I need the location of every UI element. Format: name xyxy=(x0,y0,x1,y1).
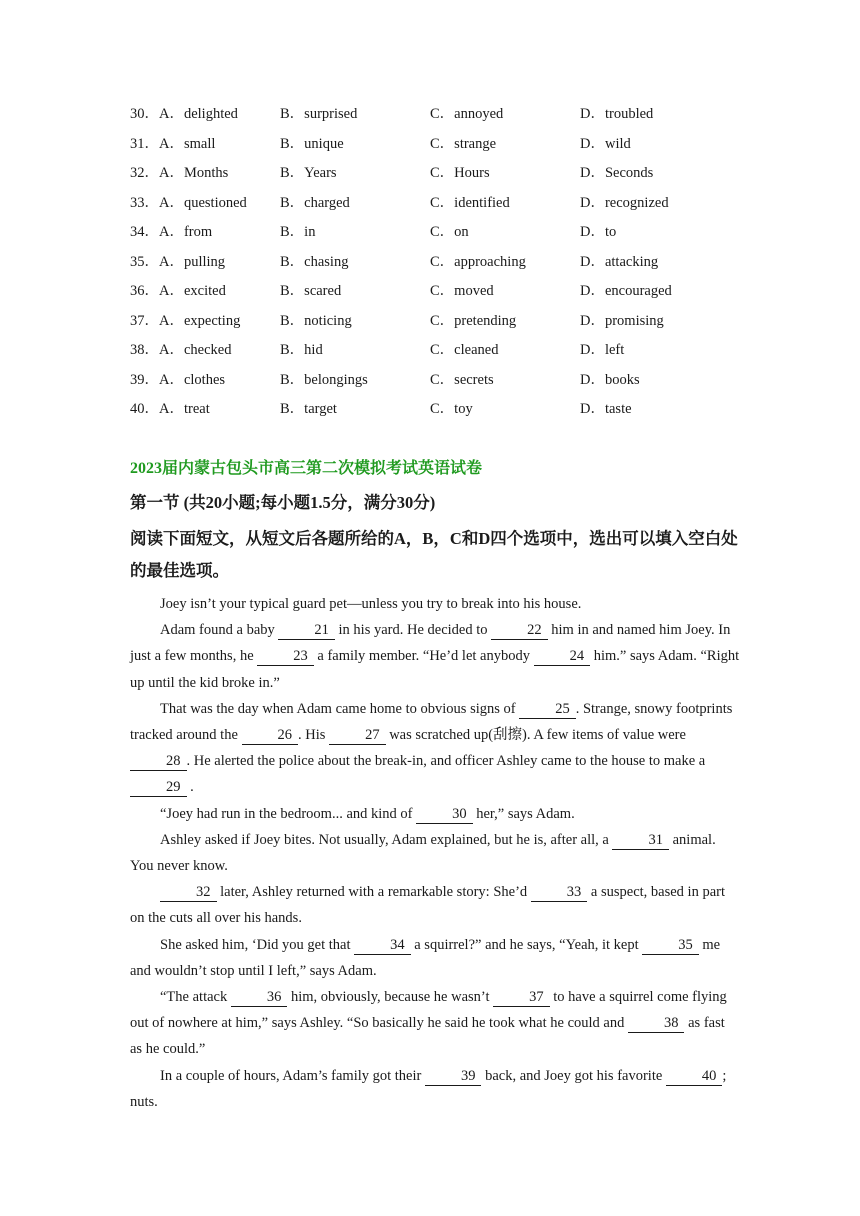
option-a xyxy=(130,370,225,390)
option-a xyxy=(130,163,228,183)
paragraph-6 xyxy=(130,879,740,931)
option-d: D．books xyxy=(580,371,640,388)
text: . xyxy=(186,779,194,796)
text: . His xyxy=(298,727,330,744)
blank-36: 36 xyxy=(231,989,288,1007)
text: him, obviously, because he wasn’t xyxy=(287,989,494,1006)
text: as fast as he could.” xyxy=(130,1015,725,1058)
paragraph-5 xyxy=(130,827,740,879)
blank-26: 26 xyxy=(242,727,299,745)
exam-title: 2023届内蒙古包头市高三第二次模拟考试英语试卷 xyxy=(130,460,483,477)
option-a xyxy=(130,399,210,419)
question-number: 31． xyxy=(130,135,159,152)
option-a-text: A．Months xyxy=(159,165,229,181)
question-number: 30． xyxy=(130,106,159,122)
text: In a couple of hours, Adam’s family got their xyxy=(160,1067,425,1084)
option-a xyxy=(130,193,247,213)
option-b: B．hid xyxy=(280,342,323,358)
option-d: D．encouraged xyxy=(580,283,672,299)
passage xyxy=(130,591,740,1115)
option-a xyxy=(130,134,215,154)
option-d: D．recognized xyxy=(580,194,669,211)
instructions: 阅读下面短文，从短文后各题所给的A，B，C和D四个选项中，选出可以填入空白处的最佳选项。 xyxy=(130,529,738,580)
option-d: D．troubled xyxy=(580,106,654,122)
text: a squirrel?” and he says, “Yeah, it kept xyxy=(410,936,643,953)
option-d: D．taste xyxy=(580,401,632,417)
option-a-text: A．expecting xyxy=(159,312,241,329)
text: . Strange, snowy footprints tracked around the xyxy=(130,700,733,744)
option-c: C．annoyed xyxy=(430,106,504,122)
text: “The attack xyxy=(160,989,231,1006)
blank-21: 21 xyxy=(278,622,335,640)
option-d: D．left xyxy=(580,342,625,358)
text: animal. You never know. xyxy=(130,831,716,875)
text: a suspect, based in part on the cuts all over his hands. xyxy=(130,884,726,927)
paragraph-7 xyxy=(130,932,740,984)
blank-35: 35 xyxy=(642,937,699,955)
option-b: B．Years xyxy=(280,165,337,181)
text: Adam found a baby xyxy=(160,622,279,639)
option-b: B．noticing xyxy=(280,312,352,329)
sentence: Joey isn’t your typical guard pet—unless you try to break into his house. xyxy=(160,596,582,612)
option-a-text: A．delighted xyxy=(159,106,238,122)
paragraph-3 xyxy=(130,696,740,801)
text: him in and named him Joey. In just a few months, he xyxy=(130,622,731,665)
paragraph-2 xyxy=(130,617,740,696)
blank-33: 33 xyxy=(531,884,588,902)
text: “Joey had run in the bedroom... and kind of xyxy=(160,805,417,822)
option-c: C．moved xyxy=(430,283,494,299)
question-number: 34． xyxy=(130,224,159,240)
option-a-text: A．small xyxy=(159,135,216,152)
option-d: D．to xyxy=(580,224,617,240)
question-number: 36． xyxy=(130,283,159,299)
text: a family member. “He’d let anybody xyxy=(313,648,534,665)
option-c: C．Hours xyxy=(430,165,490,181)
text: him.” says Adam. “Right up until the kid broke in.” xyxy=(130,648,740,691)
blank-22: 22 xyxy=(491,622,548,640)
paragraph-8 xyxy=(130,984,740,1063)
option-a xyxy=(130,311,240,331)
option-b: B．in xyxy=(280,224,316,240)
text: That was the day when Adam came home to obvious signs of xyxy=(160,700,520,717)
option-c: C．cleaned xyxy=(430,342,499,358)
section-heading: 第一节 (共20小题;每小题1.5分，满分30分) xyxy=(130,493,436,512)
blank-29: 29 xyxy=(130,779,187,797)
blank-24: 24 xyxy=(534,648,591,666)
option-c: C．toy xyxy=(430,401,473,417)
option-a-text: A．from xyxy=(159,224,213,240)
paragraph-1 xyxy=(130,591,740,617)
option-a-text: A．treat xyxy=(159,401,210,417)
text: She asked him, ‘Did you get that xyxy=(160,936,355,953)
option-a xyxy=(130,281,226,301)
option-b: B．target xyxy=(280,401,337,417)
blank-37: 37 xyxy=(493,989,550,1007)
option-a xyxy=(130,222,212,242)
blank-31: 31 xyxy=(612,832,669,850)
paragraph-9 xyxy=(130,1063,740,1115)
option-b: B．scared xyxy=(280,283,342,299)
option-a xyxy=(130,252,225,272)
option-c: C．secrets xyxy=(430,371,494,388)
option-a-text: A．questioned xyxy=(159,194,247,211)
option-c: C．pretending xyxy=(430,312,517,329)
blank-34: 34 xyxy=(354,937,411,955)
text: Ashley asked if Joey bites. Not usually, Adam explained, but he is, after all, a xyxy=(160,831,613,848)
question-number: 38． xyxy=(130,342,159,358)
option-c: C．identified xyxy=(430,194,510,211)
blank-32: 32 xyxy=(160,884,217,902)
blank-30: 30 xyxy=(416,806,473,824)
blank-28: 28 xyxy=(130,753,187,771)
option-a-text: A．checked xyxy=(159,342,232,358)
text: later, Ashley returned with a remarkable story: She’d xyxy=(216,884,531,901)
blank-23: 23 xyxy=(257,648,314,666)
option-d: D．Seconds xyxy=(580,165,654,181)
text: her,” says Adam. xyxy=(472,805,575,822)
option-c: C．on xyxy=(430,224,469,240)
text: to have a squirrel come flying out of nowhere at him,” says Ashley. “So basically he said he took what he could and xyxy=(130,989,727,1032)
question-number: 33． xyxy=(130,194,159,211)
option-b: B．charged xyxy=(280,194,350,211)
option-b: B．surprised xyxy=(280,106,358,122)
option-a-text: A．excited xyxy=(159,283,226,299)
question-number: 40． xyxy=(130,401,159,417)
text: ; nuts. xyxy=(130,1067,727,1110)
question-number: 32． xyxy=(130,165,159,181)
option-c: C．strange xyxy=(430,135,497,152)
text: . He alerted the police about the break-in, and officer Ashley came to the house to make a xyxy=(186,753,706,770)
blank-40: 40 xyxy=(666,1068,723,1086)
question-number: 35． xyxy=(130,253,159,270)
option-d: D．promising xyxy=(580,312,664,329)
blank-38: 38 xyxy=(628,1015,685,1033)
text: in his yard. He decided to xyxy=(334,622,492,639)
text: was scratched up(刮擦). A few items of value were xyxy=(385,727,686,744)
text: me and wouldn’t stop until I left,” says Adam. xyxy=(130,936,721,979)
option-a-text: A．clothes xyxy=(159,371,226,388)
option-b: B．belongings xyxy=(280,371,368,388)
blank-39: 39 xyxy=(425,1068,482,1086)
option-b: B．chasing xyxy=(280,253,349,270)
option-a xyxy=(130,340,231,360)
option-a-text: A．pulling xyxy=(159,253,226,270)
blank-27: 27 xyxy=(329,727,386,745)
option-d: D．wild xyxy=(580,135,631,152)
option-b: B．unique xyxy=(280,135,344,152)
option-d: D．attacking xyxy=(580,253,659,270)
paragraph-4 xyxy=(130,801,740,827)
blank-25: 25 xyxy=(519,701,576,719)
option-c: C．approaching xyxy=(430,253,526,270)
option-a xyxy=(130,104,238,124)
question-number: 37． xyxy=(130,312,159,329)
text: back, and Joey got his favorite xyxy=(481,1067,666,1084)
question-number: 39． xyxy=(130,371,159,388)
